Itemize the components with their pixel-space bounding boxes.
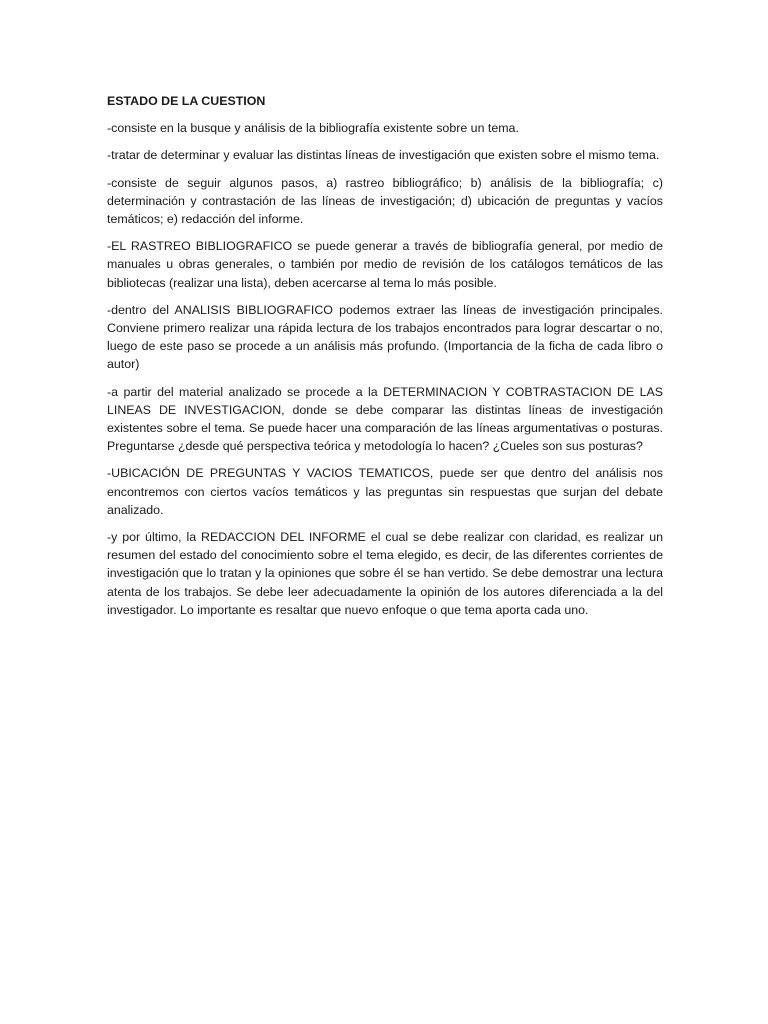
paragraph-rastreo: -EL RASTREO BIBLIOGRAFICO se puede generar a través de bibliografía general, por medio de manuales u obras generales, o también por medio de revisión de los catálogos temáticos de las bibliotecas (realizar una lista), deben acercarse al tema lo más posible. [107,239,663,290]
document-page [107,92,663,628]
paragraph-purpose: -tratar de determinar y evaluar las distintas líneas de investigación que existen sobre el mismo tema. [107,148,660,163]
paragraph-determinacion: -a partir del material analizado se procede a la DETERMINACION Y COBTRASTACION DE LAS LINEAS DE INVESTIGACION, donde se debe comparar las distintas líneas de investigación existentes sobre el tema. Se puede hacer una comparación de las líneas argumentativas o posturas. Preguntarse ¿desde qué perspectiva teórica y metodología lo hacen? ¿Cueles son sus posturas? [107,384,663,454]
document-title: ESTADO DE LA CUESTION [107,94,266,108]
paragraph-redaccion: -y por último, la REDACCION DEL INFORME el cual se debe realizar con claridad, es realizar un resumen del estado del conocimiento sobre el tema elegido, es decir, de las diferentes corrientes de investigación que lo tratan y la opiniones que sobre él se han vertido. Se debe demostrar una lectura atenta de los trabajos. Se debe leer adecuadamente la opinión de los autores diferenciada a la del investigador. Lo importante es resaltar que nuevo enfoque o que tema aporta cada uno. [107,530,663,617]
paragraph-definition: -consiste en la busque y análisis de la bibliografía existente sobre un tema. [107,121,519,136]
paragraph-analisis: -dentro del ANALISIS BIBLIOGRAFICO podemos extraer las líneas de investigación principales. Conviene primero realizar una rápida lectura de los trabajos encontrados para lograr descartar o no, luego de este paso se procede a un análisis más profundo. (Importancia de la ficha de cada libro o autor) [107,302,663,372]
paragraph-ubicacion: -UBICACIÓN DE PREGUNTAS Y VACIOS TEMATICOS, puede ser que dentro del análisis nos encontremos con ciertos vacíos temáticos y las preguntas sin respuestas que surjan del debate analizado. [107,466,663,517]
paragraph-steps: -consiste de seguir algunos pasos, a) rastreo bibliográfico; b) análisis de la bibliografía; c) determinación y contrastación de las líneas de investigación; d) ubicación de preguntas y vacíos temáticos; e) redacción del informe. [107,175,663,227]
